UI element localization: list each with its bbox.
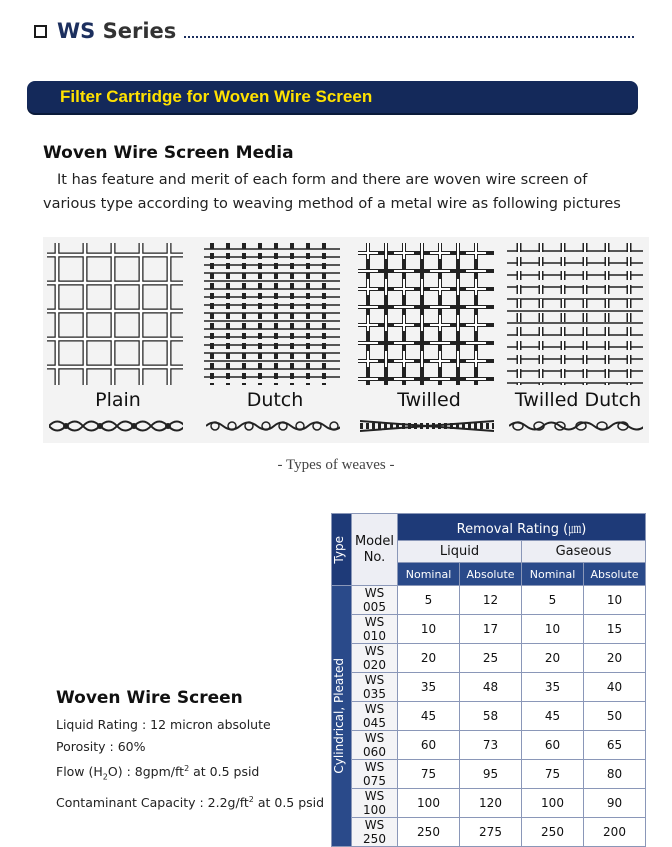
liquid-absolute-cell: 48 <box>460 673 522 702</box>
model-cell: WS 100 <box>352 789 398 818</box>
model-cell: WS 005 <box>352 586 398 615</box>
dutch-weave-icon <box>204 243 340 385</box>
media-title: Woven Wire Screen Media <box>43 143 294 163</box>
model-cell: WS 060 <box>352 731 398 760</box>
liquid-absolute-cell: 25 <box>460 644 522 673</box>
plain-weave-icon <box>47 243 183 385</box>
table-row <box>332 818 646 847</box>
gaseous-nominal-cell: 60 <box>522 731 584 760</box>
weave-twilled-dutch <box>503 237 643 443</box>
weave-label: Dutch <box>246 389 304 411</box>
liquid-absolute-cell: 120 <box>460 789 522 818</box>
table-row <box>332 789 646 818</box>
gaseous-header: Gaseous <box>522 541 646 563</box>
spec-porosity: Porosity : 60% <box>56 739 146 754</box>
gaseous-absolute-cell: 65 <box>584 731 646 760</box>
spec-capacity: Contaminant Capacity : $2.2g/ft^2$ at 0.5 psid <box>56 794 325 810</box>
type-header: Type <box>332 535 346 564</box>
liquid-nominal-cell: 45 <box>398 702 460 731</box>
gaseous-absolute-cell: 200 <box>584 818 646 847</box>
gaseous-absolute-header: Absolute <box>584 563 646 586</box>
liquid-nominal-cell: 35 <box>398 673 460 702</box>
weave-label: Plain <box>95 389 141 411</box>
liquid-absolute-cell: 17 <box>460 615 522 644</box>
gaseous-nominal-cell: 75 <box>522 760 584 789</box>
twilled-dutch-cross-section-icon <box>509 417 643 435</box>
weave-label: Twilled Dutch <box>514 389 642 411</box>
liquid-absolute-cell: 58 <box>460 702 522 731</box>
liquid-absolute-cell: 275 <box>460 818 522 847</box>
gaseous-nominal-header: Nominal <box>522 563 584 586</box>
banner-text: Filter Cartridge for Woven Wire Screen <box>60 87 373 106</box>
spec-block <box>56 688 324 814</box>
series-header <box>34 16 634 46</box>
model-header-cell <box>352 514 398 586</box>
weaves-caption: - Types of weaves - <box>277 457 395 473</box>
liquid-header: Liquid <box>398 541 522 563</box>
table-row <box>332 615 646 644</box>
liquid-absolute-cell: 95 <box>460 760 522 789</box>
gaseous-absolute-cell: 80 <box>584 760 646 789</box>
model-cell: WS 020 <box>352 644 398 673</box>
weave-label: Twilled <box>397 389 461 411</box>
weave-types-figure <box>43 237 649 443</box>
model-header: Model No. <box>354 533 395 565</box>
gaseous-nominal-cell: 10 <box>522 615 584 644</box>
gaseous-absolute-cell: 20 <box>584 644 646 673</box>
dutch-cross-section-icon <box>206 417 340 435</box>
liquid-nominal-cell: 100 <box>398 789 460 818</box>
table-row <box>332 673 646 702</box>
media-description: It has feature and merit of each form and there are woven wire screen of various type according to weaving method of a metal wire as following pictures <box>43 172 621 212</box>
table-row <box>332 586 646 615</box>
table-row <box>332 760 646 789</box>
liquid-nominal-cell: 75 <box>398 760 460 789</box>
weave-dutch <box>200 237 340 443</box>
liquid-absolute-cell: 12 <box>460 586 522 615</box>
series-title-series: Series <box>102 19 177 43</box>
section-banner <box>27 81 638 113</box>
gaseous-absolute-cell: 10 <box>584 586 646 615</box>
model-cell: WS 250 <box>352 818 398 847</box>
liquid-nominal-cell: 10 <box>398 615 460 644</box>
gaseous-nominal-cell: 20 <box>522 644 584 673</box>
plain-cross-section-icon <box>49 417 183 435</box>
twilled-cross-section-icon <box>360 417 494 435</box>
liquid-nominal-cell: 250 <box>398 818 460 847</box>
gaseous-absolute-cell: 40 <box>584 673 646 702</box>
type-header-cell <box>332 514 352 586</box>
table-row <box>332 731 646 760</box>
gaseous-absolute-cell: 90 <box>584 789 646 818</box>
twilled-dutch-weave-icon <box>507 243 643 385</box>
series-title <box>57 19 176 43</box>
gaseous-nominal-cell: 100 <box>522 789 584 818</box>
gaseous-nominal-cell: 45 <box>522 702 584 731</box>
liquid-absolute-header: Absolute <box>460 563 522 586</box>
table-row <box>332 644 646 673</box>
weave-twilled <box>354 237 494 443</box>
removal-rating-table <box>331 513 646 847</box>
model-cell: WS 075 <box>352 760 398 789</box>
series-title-ws: WS <box>57 19 96 43</box>
weave-plain <box>43 237 183 443</box>
gaseous-nominal-cell: 250 <box>522 818 584 847</box>
gaseous-absolute-cell: 50 <box>584 702 646 731</box>
type-value-cell <box>332 586 352 847</box>
gaseous-nominal-cell: 5 <box>522 586 584 615</box>
spec-title: Woven Wire Screen <box>56 688 243 708</box>
dotted-leader <box>184 24 634 38</box>
twilled-weave-icon <box>358 243 494 385</box>
model-cell: WS 010 <box>352 615 398 644</box>
type-value: Cylindrical, Pleated <box>332 658 346 774</box>
spec-liquid-rating: Liquid Rating : 12 micron absolute <box>56 717 271 732</box>
model-cell: WS 045 <box>352 702 398 731</box>
removal-header: Removal Rating (㎛) <box>398 514 646 541</box>
model-cell: WS 035 <box>352 673 398 702</box>
liquid-nominal-cell: 60 <box>398 731 460 760</box>
spec-flow: Flow $(H_2O)$ : $8gpm/ft^2$ at 0.5 psid <box>56 764 260 782</box>
liquid-nominal-cell: 5 <box>398 586 460 615</box>
checkbox-icon <box>34 25 47 38</box>
gaseous-absolute-cell: 15 <box>584 615 646 644</box>
table-row <box>332 702 646 731</box>
liquid-absolute-cell: 73 <box>460 731 522 760</box>
gaseous-nominal-cell: 35 <box>522 673 584 702</box>
liquid-nominal-header: Nominal <box>398 563 460 586</box>
liquid-nominal-cell: 20 <box>398 644 460 673</box>
